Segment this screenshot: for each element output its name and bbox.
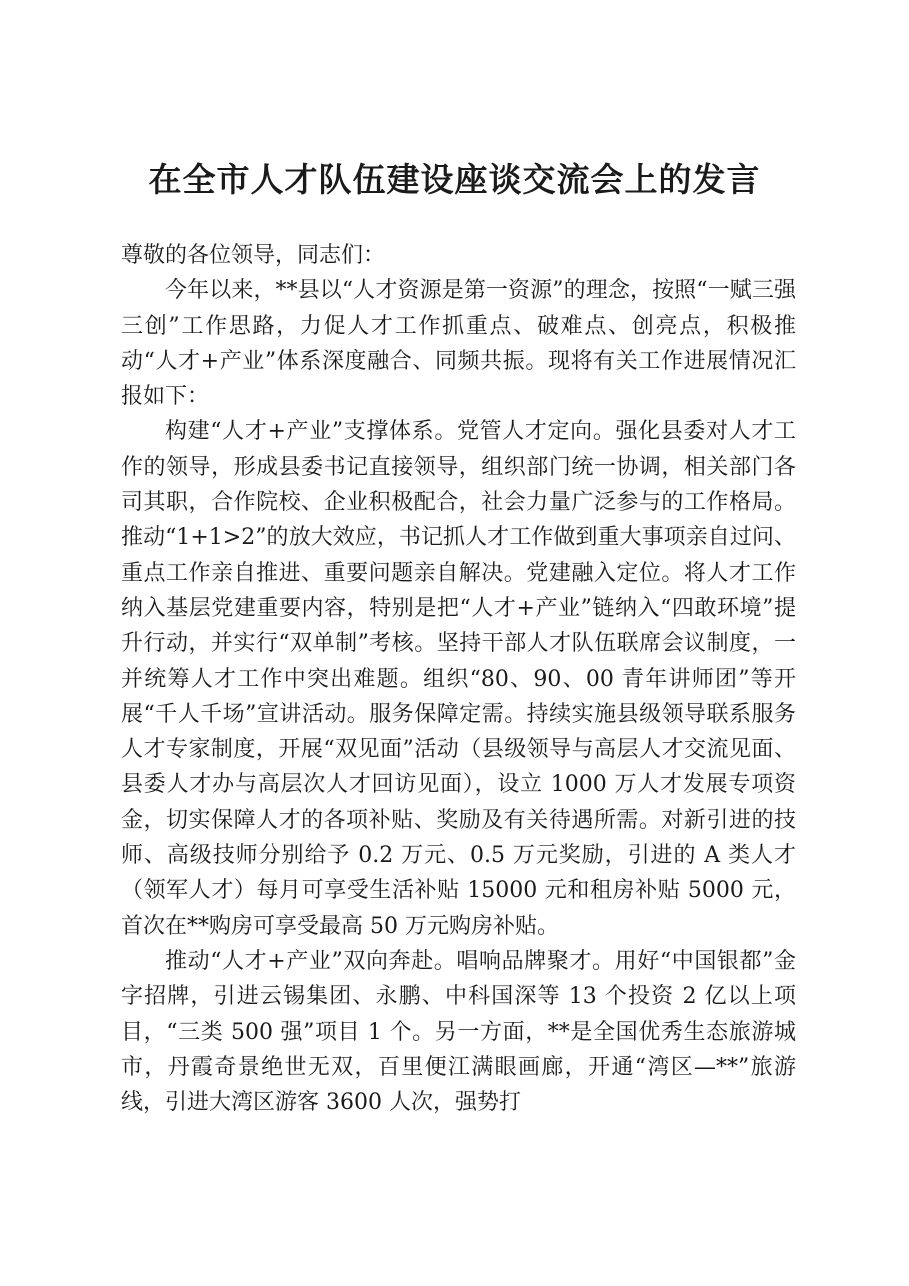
paragraph-intro: 今年以来，**县以“人才资源是第一资源”的理念，按照“一赋三强三创”工作思路，力促人才工作抓重点、破难点、创亮点，积极推动“人才+产业”体系深度融合、同频共振。现将有关工作进展情况汇报如下： xyxy=(121,278,796,410)
salutation: 尊敬的各位领导，同志们： xyxy=(121,243,386,268)
paragraph-two-way: 推动“人才+产业”双向奔赴。唱响品牌聚才。用好“中国银都”金字招牌，引进云锡集团、永鹏、中科国深等 13 个投资 2 亿以上项目，“三类 500 强”项目 1 个。另一方面，**是全国优秀生态旅游城市，丹霞奇景绝世无双，百里便江满眼画廊，开通“湾区—**”旅游线，引进大湾区游客 3600 人次，强势打 xyxy=(121,948,796,1116)
document-body xyxy=(121,238,796,1120)
document-title: 在全市人才队伍建设座谈交流会上的发言 xyxy=(148,160,761,199)
paragraph-support-system: 构建“人才+产业”支撑体系。党管人才定向。强化县委对人才工作的领导，形成县委书记直接领导，组织部门统一协调，相关部门各司其职，合作院校、企业积极配合，社会力量广泛参与的工作格局。推动“1+1>2”的放大效应，书记抓人才工作做到重大事项亲自过问、重点工作亲自推进、重要问题亲自解决。党建融入定位。将人才工作纳入基层党建重要内容，特别是把“人才+产业”链纳入“四敢环境”提升行动，并实行“双单制”考核。坚持干部人才队伍联席会议制度，一并统筹人才工作中突出难题。组织“80、90、00 青年讲师团”等开展“千人千场”宣讲活动。服务保障定需。持续实施县级领导联系服务人才专家制度，开展“双见面”活动（县级领导与高层人才交流见面、县委人才办与高层次人才回访见面），设立 1000 万人才发展专项资金，切实保障人才的各项补贴、奖励及有关待遇所需。对新引进的技师、高级技师分别给予 0.2 万元、0.5 万元奖励，引进的 A 类人才（领军人才）每月可享受生活补贴 15000 元和租房补贴 5000 元，首次在**购房可享受最高 50 万元购房补贴。 xyxy=(121,419,796,939)
